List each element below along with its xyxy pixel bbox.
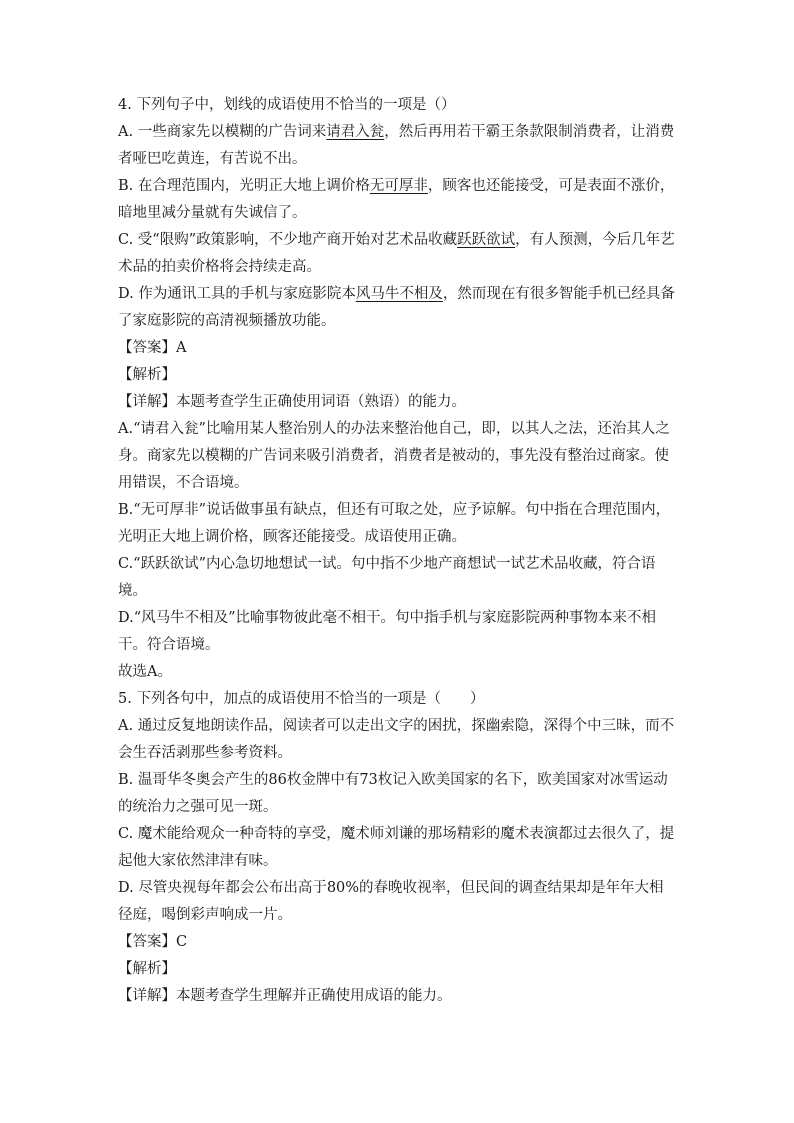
q4-option-b: B. 在合理范围内，光明正大地上调价格无可厚非，顾客也还能接受，可是表面不涨价，暗地里减分量就有失诚信了。	[118, 178, 675, 221]
q4-answer: 【答案】A	[118, 340, 187, 356]
q5-analysis-heading: 【解析】	[118, 961, 176, 977]
q4-option-d: D. 作为通讯工具的手机与家庭影院本风马牛不相及，然而现在有很多智能手机已经具备了家庭影院的高清视频播放功能。	[118, 286, 675, 329]
underlined-idiom: 风马牛不相及	[355, 286, 443, 302]
q5-option-d: D. 尽管央视每年都会公布出高于80%的春晚收视率，但民间的调查结果却是年年大相径庭，喝倒彩声响成一片。	[118, 880, 664, 923]
q4-option-a: A. 一些商家先以模糊的广告词来请君入瓮，然后再用若干霸王条款限制消费者，让消费者哑巴吃黄连，有苦说不出。	[118, 124, 675, 167]
q5-option-a: A. 通过反复地朗读作品，阅读者可以走出文字的困扰，探幽索隐，深得个中三昧，而不会生吞活剥那些参考资料。	[118, 718, 675, 761]
q5-option-b: B. 温哥华冬奥会产生的86枚金牌中有73枚记入欧美国家的名下，欧美国家对冰雪运动的统治力之强可见一斑。	[118, 772, 668, 815]
q4-stem: 4. 下列句子中，划线的成语使用不恰当的一项是（）	[118, 97, 456, 113]
q4-option-c: C. 受“限购”政策影响，不少地产商开始对艺术品收藏跃跃欲试，有人预测，今后几年艺术品的拍卖价格将会持续走高。	[118, 232, 675, 275]
q4-explain-a: A.“请君入瓮”比喻用某人整治别人的办法来整治他自己，即，以其人之法，还治其人之身。商家先以模糊的广告词来吸引消费者，消费者是被动的，事先没有整治过商家。使用错误，不合语境。	[118, 421, 670, 491]
q5-stem: 5. 下列各句中，加点的成语使用不恰当的一项是（ ）	[118, 691, 485, 707]
q4-detail: 【详解】本题考查学生正确使用词语（熟语）的能力。	[118, 394, 466, 410]
underlined-idiom: 请君入瓮	[326, 124, 385, 140]
q5-option-c: C. 魔术能给观众一种奇特的享受，魔术师刘谦的那场精彩的魔术表演都过去很久了，提起他大家依然津津有味。	[118, 826, 675, 869]
q5-detail: 【详解】本题考查学生理解并正确使用成语的能力。	[118, 988, 452, 1004]
q4-analysis-heading: 【解析】	[118, 367, 176, 383]
q4-explain-b: B.“无可厚非”说话做事虽有缺点，但还有可取之处，应予谅解。句中指在合理范围内，光明正大地上调价格，顾客还能接受。成语使用正确。	[118, 502, 671, 545]
underlined-idiom: 跃跃欲试	[457, 232, 516, 248]
underlined-idiom: 无可厚非	[369, 178, 428, 194]
q4-explain-c: C.“跃跃欲试”内心急切地想试一试。句中指不少地产商想试一试艺术品收藏，符合语境。	[118, 556, 656, 599]
q4-choose: 故选A。	[118, 664, 172, 680]
q5-answer: 【答案】C	[118, 934, 188, 950]
document-page	[118, 92, 678, 1010]
q4-explain-d: D.“风马牛不相及”比喻事物彼此毫不相干。句中指手机与家庭影院两种事物本来不相干。符合语境。	[118, 610, 657, 653]
